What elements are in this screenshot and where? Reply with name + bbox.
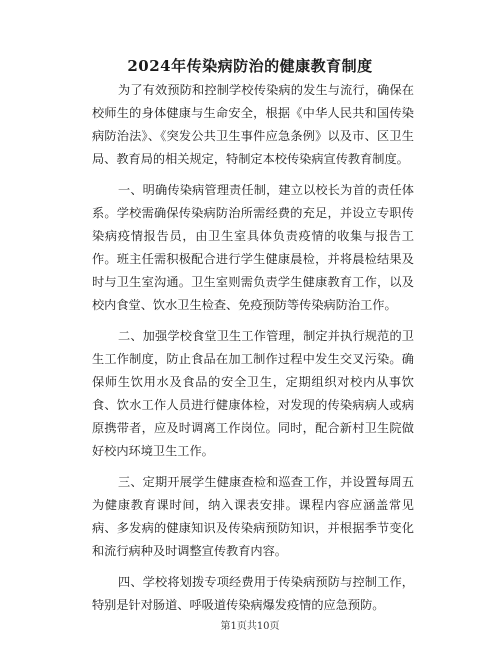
paragraph-item-3: 三、定期开展学生健康查检和巡查工作，并设置每周五为健康教育课时间，纳入课表安排。课程内容应涵盖常见病、多发病的健康知识及传染病预防知识，并根据季节变化和流行病种及时调整宣传教育内容。: [92, 475, 414, 558]
page-number-footer: 第1页共10页: [220, 621, 280, 632]
paragraph-intro: 为了有效预防和控制学校传染病的发生与流行，确保在校师生的身体健康与生命安全，根据《中华人民共和国传染病防治法》、《突发公共卫生事件应急条例》以及市、区卫生局、教育局的相关规定，特制定本校传染病宣传教育制度。: [92, 83, 414, 166]
document-body: [92, 79, 414, 617]
document-title: 2024年传染病防治的健康教育制度: [127, 57, 373, 75]
paragraph-item-4: 四、学校将划拨专项经费用于传染病预防与控制工作，特别是针对肠道、呼吸道传染病爆发疫情的应急预防。: [92, 575, 414, 612]
paragraph-item-2: 二、加强学校食堂卫生工作管理，制定并执行规范的卫生工作制度，防止食品在加工制作过程中发生交叉污染。确保师生饮用水及食品的安全卫生，定期组织对校内从事饮食、饮水工作人员进行健康体检，对发现的传染病病人或病原携带者，应及时调离工作岗位。同时，配合新村卫生院做好校内环境卫生工作。: [92, 329, 414, 458]
paragraph-item-1: 一、明确传染病管理责任制，建立以校长为首的责任体系。学校需确保传染病防治所需经费的充足，并设立专职传染病疫情报告员，由卫生室具体负责疫情的收集与报告工作。班主任需积极配合进行学生健康晨检，并将晨检结果及时与卫生室沟通。卫生室则需负责学生健康教育工作，以及校内食堂、饮水卫生检查、免疫预防等传染病防治工作。: [92, 183, 414, 312]
